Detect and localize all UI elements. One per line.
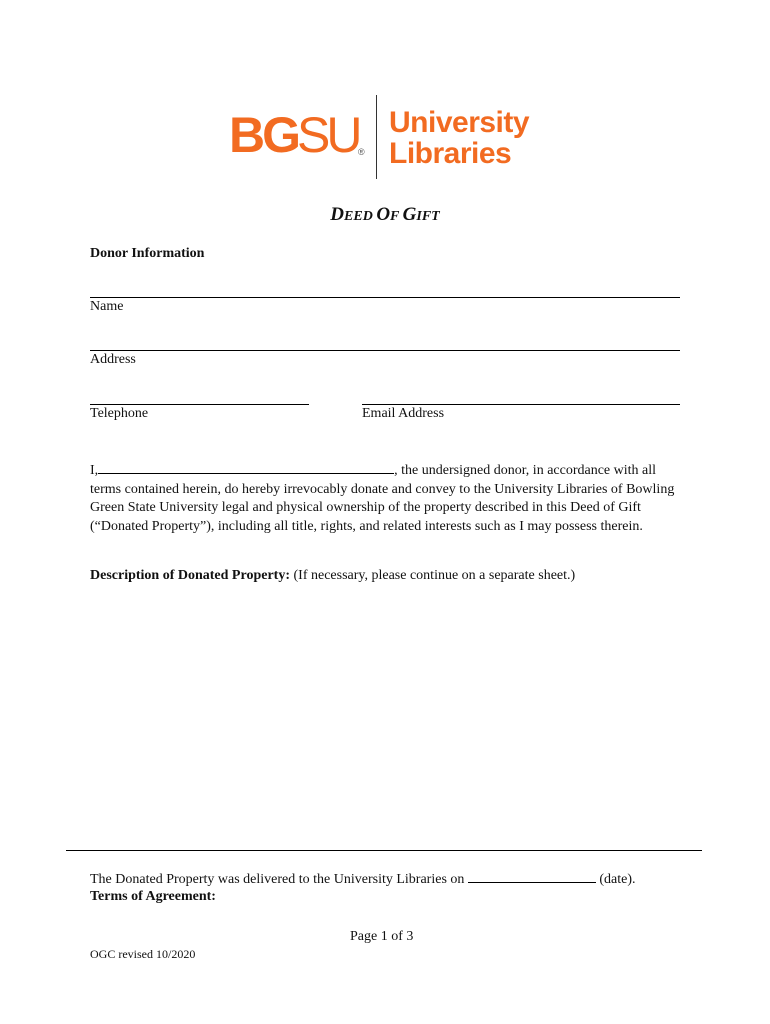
terms-heading: Terms of Agreement:	[90, 889, 216, 904]
address-label: Address	[90, 352, 136, 367]
donor-information-heading: Donor Information	[90, 246, 205, 261]
document-title: DEED OF GIFT	[330, 204, 440, 225]
section-separator	[66, 850, 702, 851]
declaration-text: , the undersigned donor, in accordance with all terms contained herein, do hereby irrevocably donate and convey to the University Libraries of Bowling Green State University legal and physical ownership of the property described in this Deed of Gift (“Donated Property”), including all title, rights, and related interests such as I may possess therein.	[90, 463, 675, 534]
delivery-suffix: (date).	[595, 872, 636, 887]
email-label: Email Address	[362, 406, 445, 421]
delivery-date-blank[interactable]	[468, 870, 596, 883]
delivery-prefix: The Donated Property was delivered to the University Libraries on	[90, 872, 468, 887]
telephone-label: Telephone	[90, 406, 149, 421]
declaration-paragraph	[90, 459, 690, 536]
donor-name-blank[interactable]	[98, 459, 394, 474]
logo-registered-mark: ®	[358, 147, 365, 157]
logo-divider	[376, 95, 377, 179]
telephone-field-line[interactable]	[90, 404, 309, 405]
logo-bg-text: BG	[229, 107, 298, 163]
page-number: Page 1 of 3	[350, 929, 414, 944]
logo-university-text: University	[389, 106, 530, 139]
delivery-line	[90, 870, 700, 888]
declaration-prefix: I,	[90, 463, 99, 478]
logo-libraries-text: Libraries	[389, 137, 512, 170]
description-line	[90, 568, 690, 584]
logo-university-libraries	[389, 107, 529, 169]
description-label: Description of Donated Property:	[90, 568, 290, 583]
revision-note: OGC revised 10/2020	[90, 947, 196, 961]
email-field-line[interactable]	[362, 404, 680, 405]
name-field-line[interactable]	[90, 297, 680, 298]
description-note: (If necessary, please continue on a separate sheet.)	[290, 568, 576, 583]
name-label: Name	[90, 299, 124, 314]
logo-su-text: SU	[297, 107, 359, 163]
address-field-line[interactable]	[90, 350, 680, 351]
